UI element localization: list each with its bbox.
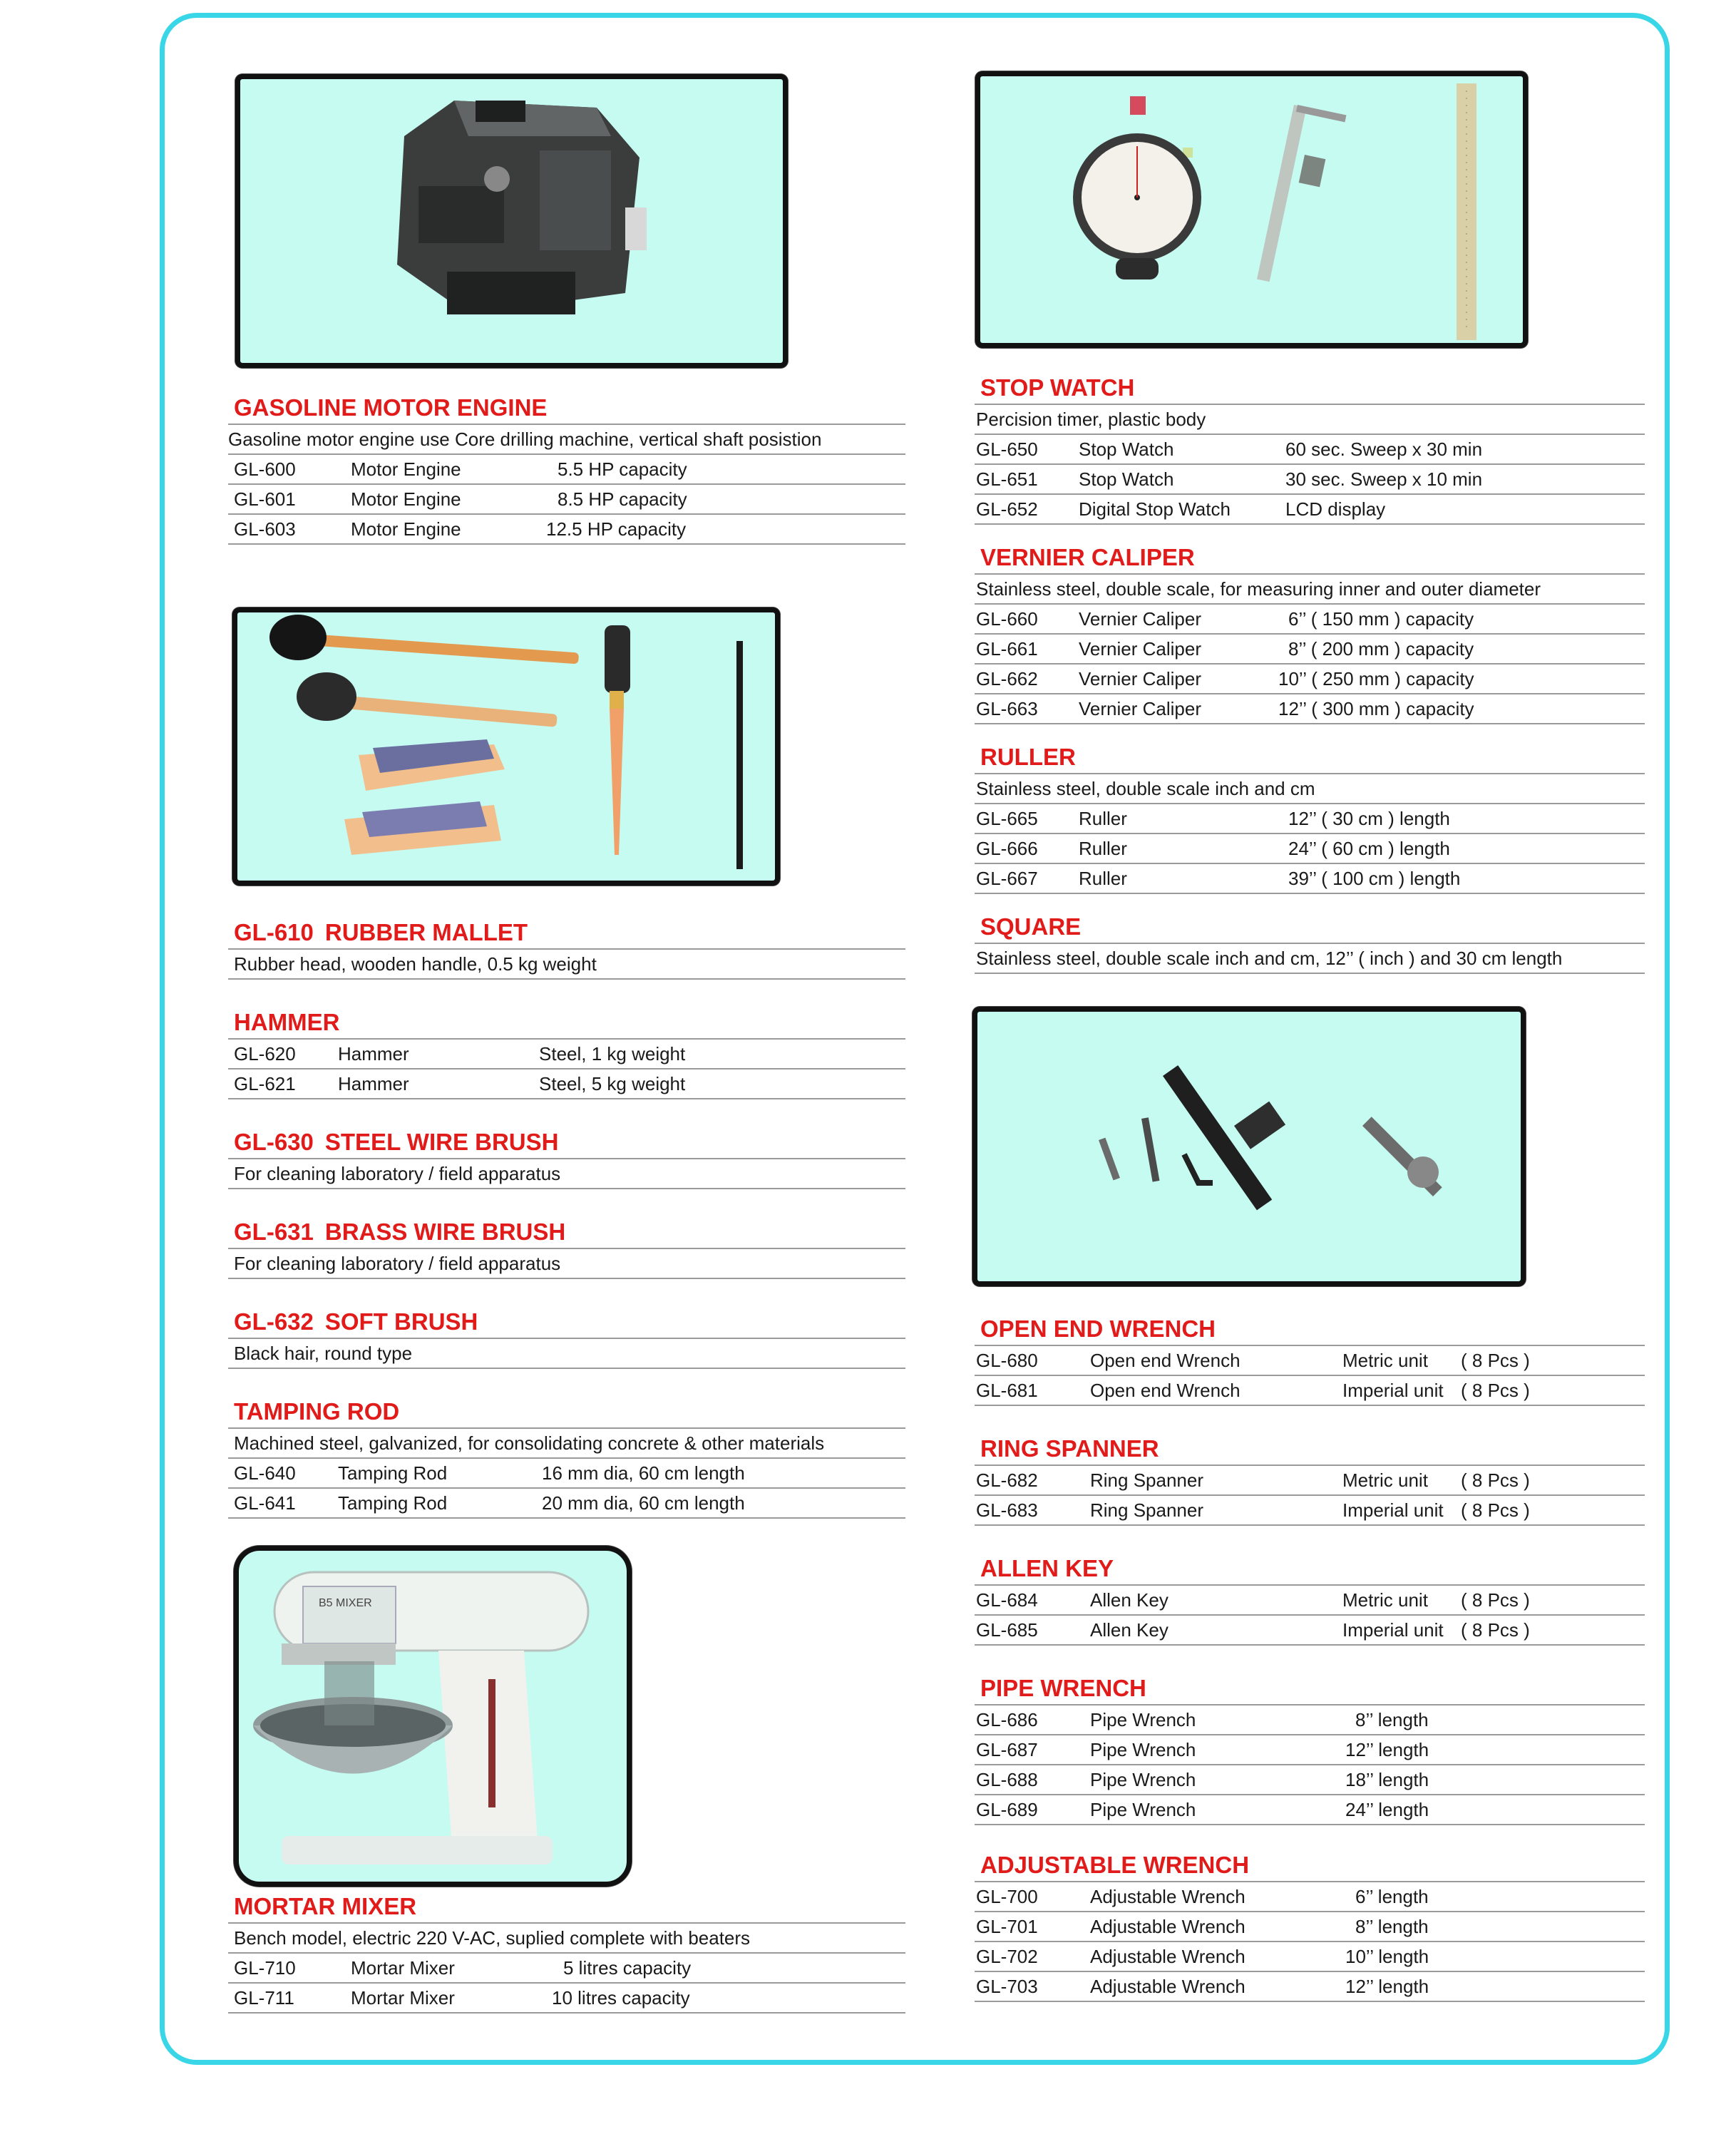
- table-row: GL-687 Pipe Wrench 12’’ length: [975, 1735, 1645, 1765]
- table-row: GL-681 Open end Wrench Imperial unit ( 8 Pcs ): [975, 1376, 1645, 1406]
- table-row: GL-680 Open end Wrench Metric unit ( 8 Pcs ): [975, 1346, 1645, 1376]
- description-row: For cleaning laboratory / field apparatus: [228, 1249, 905, 1279]
- mortar-mixer-photo: [234, 1546, 632, 1887]
- table-row: GL-652 Digital Stop Watch LCD display: [975, 495, 1645, 525]
- description-row: Bench model, electric 220 V-AC, suplied complete with beaters: [228, 1924, 905, 1954]
- mallet-section: [228, 918, 905, 980]
- steel-brush-section: [228, 1128, 905, 1189]
- soft-brush-section: [228, 1308, 905, 1369]
- mortar-mixer-icon: [253, 1572, 588, 1864]
- ring-spanner-icon: [1141, 1117, 1159, 1181]
- section-title: ALLEN KEY: [980, 1555, 1114, 1581]
- section-title: TAMPING ROD: [234, 1398, 400, 1425]
- measuring-tools-photo: [975, 71, 1528, 348]
- section-title: GL-631 BRASS WIRE BRUSH: [234, 1219, 566, 1245]
- section-title: SQUARE: [980, 913, 1082, 940]
- table-row: GL-700 Adjustable Wrench 6’’ length: [975, 1882, 1645, 1912]
- section-title: GL-630 STEEL WIRE BRUSH: [234, 1129, 559, 1155]
- engine-icon: [397, 101, 647, 314]
- tamping-rod-icon: [736, 641, 743, 869]
- table-row: GL-663 Vernier Caliper 12’’ ( 300 mm ) capacity: [975, 694, 1645, 724]
- description-row: Percision timer, plastic body: [975, 405, 1645, 435]
- description-row: Gasoline motor engine use Core drilling machine, vertical shaft posistion: [228, 425, 905, 455]
- table-row: GL-650 Stop Watch 60 sec. Sweep x 30 min: [975, 435, 1645, 465]
- table-row: GL-662 Vernier Caliper 10’’ ( 250 mm ) capacity: [975, 665, 1645, 694]
- table-row: GL-686 Pipe Wrench 8’’ length: [975, 1705, 1645, 1735]
- hammer-icon: [297, 672, 558, 727]
- section-title: RING SPANNER: [980, 1435, 1159, 1462]
- wire-brush-icon: [344, 739, 505, 855]
- section-title: ADJUSTABLE WRENCH: [980, 1852, 1250, 1878]
- hand-tools-photo: [232, 607, 780, 886]
- table-row: GL-665 Ruller 12’’ ( 30 cm ) length: [975, 804, 1645, 834]
- open-end-wrench-icon: [1099, 1138, 1120, 1181]
- section-title: MORTAR MIXER: [234, 1893, 417, 1919]
- section-title: OPEN END WRENCH: [980, 1315, 1216, 1342]
- vernier-caliper-icon: [1257, 105, 1346, 282]
- svg-text:B5 MIXER: B5 MIXER: [319, 1597, 372, 1609]
- table-row: GL-702 Adjustable Wrench 10’’ length: [975, 1942, 1645, 1972]
- table-row: GL-603 Motor Engine 12.5 HP capacity: [228, 515, 905, 545]
- ruler-icon: [1457, 83, 1476, 340]
- section-title: GL-610 RUBBER MALLET: [234, 919, 528, 945]
- table-row: GL-660 Vernier Caliper 6’’ ( 150 mm ) capacity: [975, 605, 1645, 635]
- allen-key-section: [975, 1554, 1645, 1646]
- ring-spanner-section: [975, 1435, 1645, 1526]
- table-row: GL-701 Adjustable Wrench 8’’ length: [975, 1912, 1645, 1942]
- description-row: Black hair, round type: [228, 1339, 905, 1369]
- table-row: GL-651 Stop Watch 30 sec. Sweep x 10 min: [975, 465, 1645, 495]
- mixer-section: [228, 1892, 905, 2014]
- table-row: GL-600 Motor Engine 5.5 HP capacity: [228, 455, 905, 485]
- section-title: GL-632 SOFT BRUSH: [234, 1308, 478, 1335]
- allen-key-icon: [1184, 1154, 1213, 1183]
- table-row: GL-684 Allen Key Metric unit ( 8 Pcs ): [975, 1586, 1645, 1616]
- adjustable-wrench-icon: [1362, 1117, 1442, 1196]
- table-row: GL-620 Hammer Steel, 1 kg weight: [228, 1040, 905, 1070]
- table-row: GL-689 Pipe Wrench 24’’ length: [975, 1795, 1645, 1825]
- table-row: GL-601 Motor Engine 8.5 HP capacity: [228, 485, 905, 515]
- table-row: GL-661 Vernier Caliper 8’’ ( 200 mm ) capacity: [975, 635, 1645, 665]
- wrenches-photo: [972, 1007, 1526, 1286]
- section-title: RULLER: [980, 744, 1076, 770]
- rubber-mallet-icon: [269, 615, 579, 664]
- table-row: GL-640 Tamping Rod 16 mm dia, 60 cm length: [228, 1459, 905, 1489]
- description-row: Stainless steel, double scale inch and cm: [975, 774, 1645, 804]
- pipe-wrench-section: [975, 1674, 1645, 1825]
- section-title: GASOLINE MOTOR ENGINE: [234, 394, 548, 421]
- table-row: GL-711 Mortar Mixer 10 litres capacity: [228, 1984, 905, 2014]
- tamping-section: [228, 1397, 905, 1519]
- table-row: GL-666 Ruller 24’’ ( 60 cm ) length: [975, 834, 1645, 864]
- section-title: VERNIER CALIPER: [980, 544, 1195, 570]
- open-end-section: [975, 1315, 1645, 1406]
- adjustable-wrench-section: [975, 1851, 1645, 2002]
- ruller-section: [975, 743, 1645, 894]
- section-title: PIPE WRENCH: [980, 1675, 1146, 1701]
- gasoline-section: [228, 394, 905, 545]
- table-row: GL-688 Pipe Wrench 18’’ length: [975, 1765, 1645, 1795]
- section-title: HAMMER: [234, 1009, 340, 1035]
- stopwatch-icon: [1073, 96, 1201, 279]
- table-row: GL-667 Ruller 39’’ ( 100 cm ) length: [975, 864, 1645, 894]
- soft-brush-icon: [605, 625, 630, 855]
- stopwatch-section: [975, 374, 1645, 525]
- brass-brush-section: [228, 1218, 905, 1279]
- table-row: GL-703 Adjustable Wrench 12’’ length: [975, 1972, 1645, 2002]
- description-row: Stainless steel, double scale, for measuring inner and outer diameter: [975, 575, 1645, 605]
- hammer-section: [228, 1008, 905, 1099]
- pipe-wrench-icon: [1163, 1065, 1285, 1210]
- table-row: GL-621 Hammer Steel, 5 kg weight: [228, 1070, 905, 1099]
- description-row: Rubber head, wooden handle, 0.5 kg weight: [228, 950, 905, 980]
- table-row: GL-683 Ring Spanner Imperial unit ( 8 Pcs ): [975, 1496, 1645, 1526]
- table-row: GL-682 Ring Spanner Metric unit ( 8 Pcs ): [975, 1466, 1645, 1496]
- section-title: STOP WATCH: [980, 374, 1135, 401]
- description-row: For cleaning laboratory / field apparatus: [228, 1159, 905, 1189]
- engine-photo: [235, 74, 788, 368]
- vernier-section: [975, 543, 1645, 724]
- description-row: Machined steel, galvanized, for consolidating concrete & other materials: [228, 1429, 905, 1459]
- square-section: [975, 913, 1645, 974]
- table-row: GL-685 Allen Key Imperial unit ( 8 Pcs ): [975, 1616, 1645, 1646]
- description-row: Stainless steel, double scale inch and cm, 12’’ ( inch ) and 30 cm length: [975, 944, 1645, 974]
- table-row: GL-641 Tamping Rod 20 mm dia, 60 cm length: [228, 1489, 905, 1519]
- table-row: GL-710 Mortar Mixer 5 litres capacity: [228, 1954, 905, 1984]
